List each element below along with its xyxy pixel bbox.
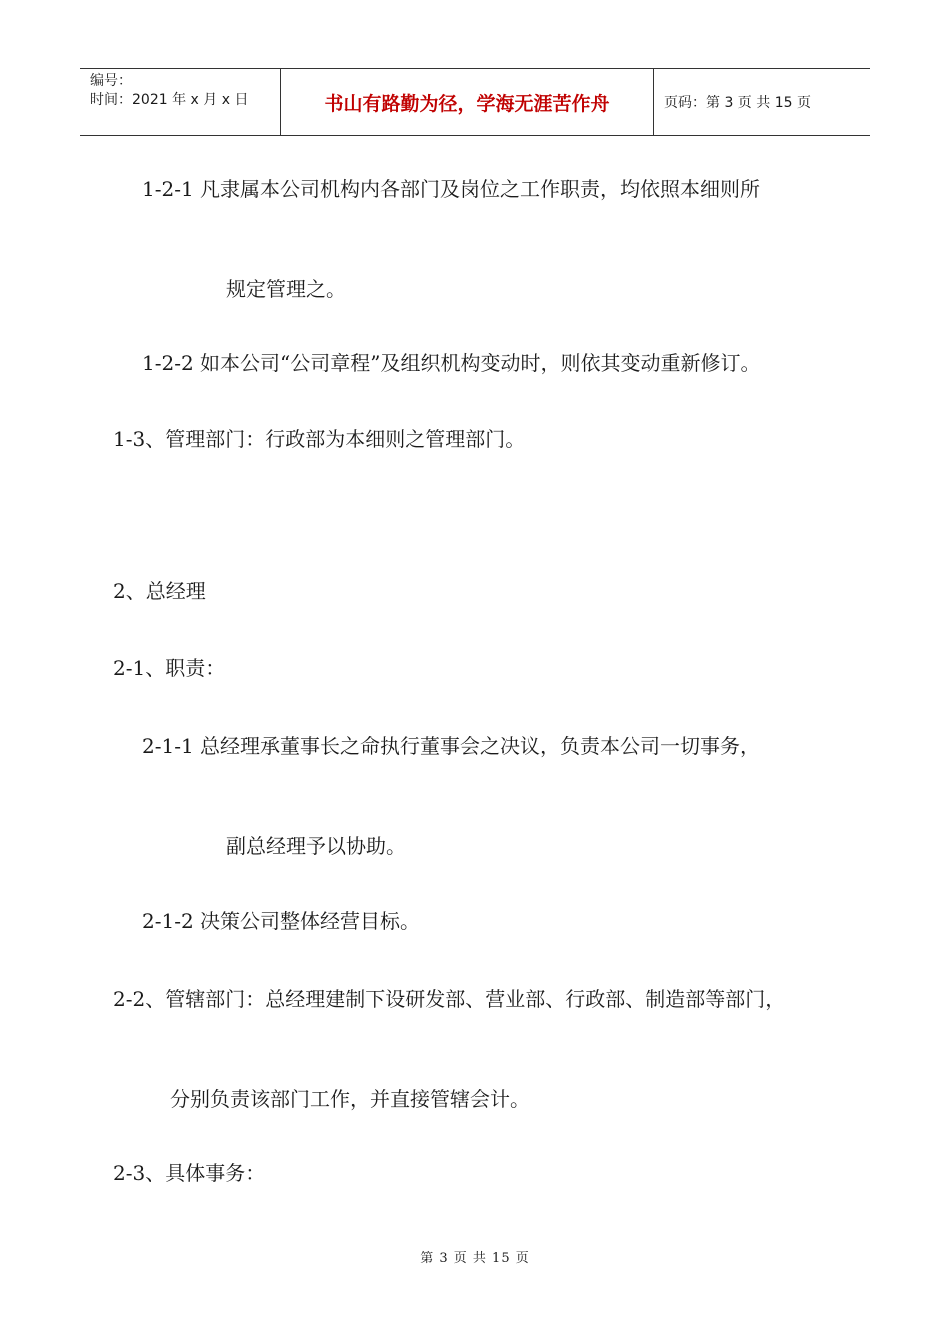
document-time-label: 时间：2021 年 x 月 x 日	[90, 92, 249, 108]
document-header	[80, 68, 870, 136]
section-heading: 2、总经理	[113, 579, 206, 603]
body-line: 2-1-2 决策公司整体经营目标。	[142, 909, 421, 933]
body-line: 1-2-2 如本公司“公司章程”及组织机构变动时，则依其变动重新修订。	[142, 351, 761, 375]
section-heading: 2-1、职责：	[113, 656, 226, 680]
header-motto: 书山有路勤为径，学海无涯苦作舟	[281, 69, 654, 135]
section-heading: 1-3、管理部门：行政部为本细则之管理部门。	[113, 427, 526, 451]
header-meta	[80, 69, 281, 135]
body-line: 副总经理予以协助。	[226, 834, 406, 858]
page-footer: 第 3 页 共 15 页	[420, 1251, 530, 1266]
section-heading: 2-3、具体事务：	[113, 1161, 266, 1185]
section-heading: 2-2、管辖部门：总经理建制下设研发部、营业部、行政部、制造部等部门，	[113, 987, 786, 1011]
header-page-info: 页码：第 3 页 共 15 页	[664, 95, 811, 111]
body-line: 分别负责该部门工作，并直接管辖会计。	[170, 1087, 530, 1111]
body-line: 1-2-1 凡隶属本公司机构内各部门及岗位之工作职责，均依照本细则所	[142, 177, 761, 201]
body-line: 2-1-1 总经理承董事长之命执行董事会之决议，负责本公司一切事务，	[142, 734, 761, 758]
body-line: 规定管理之。	[226, 277, 346, 301]
document-number-label: 编号：	[90, 73, 132, 89]
